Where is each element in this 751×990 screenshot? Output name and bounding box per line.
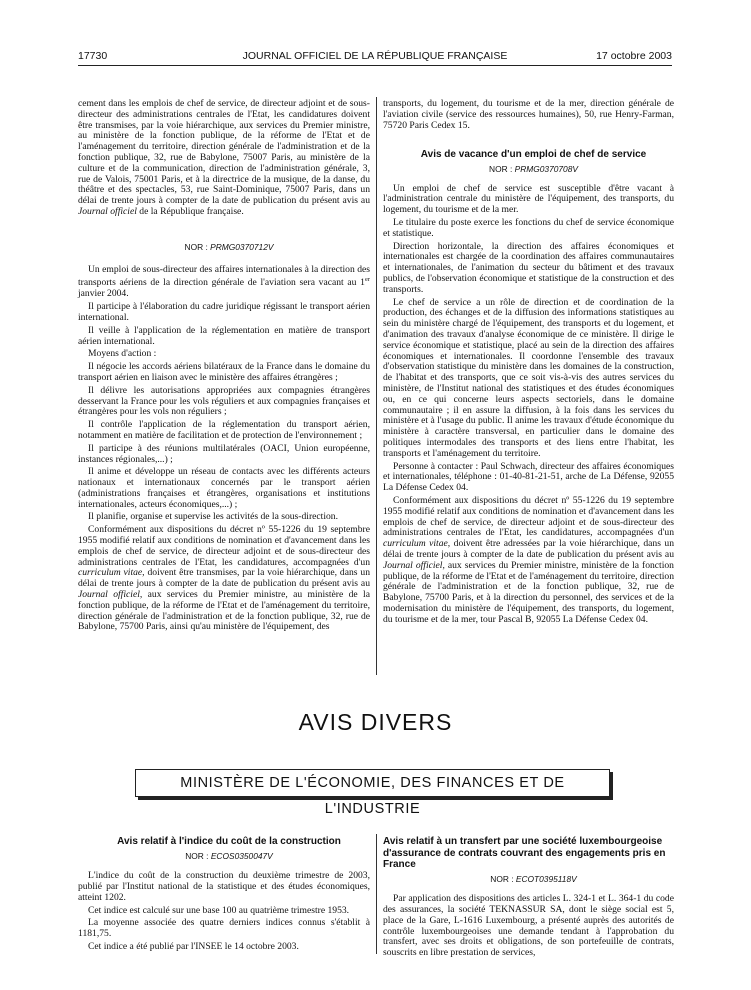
bottom-left-column — [78, 836, 370, 955]
paragraph: Il négocie les accords aériens bilatéraux de la France dans le domaine du transport aérien en liaison avec le ministère des affaires étrangères ; — [78, 361, 370, 383]
notice-heading: Avis relatif à l'indice du coût de la construction — [117, 836, 341, 847]
paragraph: Il anime et développe un réseau de contacts avec les différents acteurs nationaux et internationaux concernés par le transport aérien (administrations françaises et étrangères, organisations et institutions internationales, acteurs économiques,...) ; — [78, 466, 370, 510]
paragraph: Un emploi de sous-directeur des affaires internationales à la direction des transports aériens de la direction générale de l'aviation sera vacant au 1er janvier 2004. — [78, 263, 370, 300]
paragraph: Cet indice est calculé sur une base 100 au quatrième trimestre 1953. — [88, 904, 350, 916]
ministry-banner: MINISTÈRE DE L'ÉCONOMIE, DES FINANCES ET DE L'INDUSTRIE — [135, 769, 610, 797]
column-divider — [376, 97, 377, 675]
paragraph: Le chef de service a un rôle de direction et de coordination de la production, des échanges et de la diffusion des informations statistiques au sein du ministère chargé de l'équipement, des transports et du logement, et d'animation des travaux d'analyse économique de ce ministère. Il dirige le service économique et statistique, placé au sein de la direction des affaires économiques et internationales. Il coordonne l'ensemble des travaux d'observation statistique du ministère dans les domaines de la construction, de l'habitat et des transports, que ce soit vis-à-vis des autres services du ministère, de l'Institut national des statistiques et des études économiques ou, en ce qui concerne leurs aspects sectoriels, dans le domaine communautaire ; il en assure la diffusion, à la fois dans les services du ministère et à l'usage du public. Il anime les travaux d'étude économique du ministère à caractère transversal, en particulier dans le domaine des politiques intermodales des transports et des liens entre l'habitat, les transports et l'aménagement du territoire. — [383, 296, 674, 459]
paragraph: Il contrôle l'application de la réglementation du transport aérien, notamment en matière de facilitation et de protection de l'environnement ; — [78, 419, 370, 441]
header-rule — [78, 65, 672, 66]
paragraph: Il participe à l'élaboration du cadre juridique régissant le transport aérien international. — [78, 301, 370, 323]
page-number: 17730 — [78, 50, 108, 62]
notice-heading: Avis de vacance d'un emploi de chef de service — [420, 149, 647, 161]
paragraph: L'indice du coût de la construction du deuxième trimestre de 2003, publié par l'Institut national de la statistique et des études économiques, atteint 1202. — [78, 870, 370, 903]
paragraph: Il planifie, organise et supervise les activités de la sous-direction. — [88, 511, 338, 523]
nor-reference: NOR : PRMG0370708V — [489, 163, 578, 174]
paragraph: Personne à contacter : Paul Schwach, directeur des affaires économiques et internationales, téléphone : 01-40-81-21-51, arche de La Défense, 92055 La Défense Cedex 04. — [383, 460, 674, 494]
paragraph: Par application des dispositions des articles L. 324-1 et L. 364-1 du code des assurances, la société TEKNASSUR SA, dont le siège social est 5, place de la Gare, L-1616 Luxembourg, a présenté auprès des autorités de contrôle luxembourgeoises une demande tendant à l'approbation du transfert, avec ses droits et obligations, de son portefeuille de contrats, souscrits en libre prestation de services, — [383, 893, 674, 959]
bottom-right-column — [383, 836, 674, 961]
paragraph: Il veille à l'application de la réglementation en matière de transport aérien international. — [78, 324, 370, 347]
paragraph: Le titulaire du poste exerce les fonctions du chef de service économique et statistique. — [383, 217, 674, 239]
journal-title: JOURNAL OFFICIEL DE LA RÉPUBLIQUE FRANÇAISE — [242, 50, 508, 62]
issue-date: 17 octobre 2003 — [596, 50, 672, 62]
column-divider — [376, 834, 377, 954]
paragraph: Conformément aux dispositions du décret nº 55-1226 du 19 septembre 1955 modifié relatif aux conditions de nomination et d'avancement dans les emplois de chef de service, de directeur adjoint et de sous-directeur des administrations centrales de l'Etat, les candidatures, accompagnées d'un curriculum vitae, doivent être adressées par la voie hiérarchique, dans un délai de trente jours à compter de la date de publication du présent avis au Journal officiel, aux services du Premier ministre, ministère de la fonction publique, de la réforme de l'Etat et de l'aménagement du territoire, direction générale de l'administration et de la fonction publique, 32, rue de Babylone, 75700 Paris, et à la direction du personnel, des services et de la modernisation du ministère de l'équipement, des transports, du logement, du tourisme et de la mer, tour Pascal B, 92055 La Défense Cedex 04. — [383, 495, 675, 625]
paragraph: Conformément aux dispositions du décret nº 55-1226 du 19 septembre 1955 modifié relatif aux conditions de nomination et d'avancement dans les emplois de chef de service, de directeur adjoint et de sous-directeur des administrations centrales de l'Etat, les candidatures, accompagnées d'un curriculum vitae, doivent être transmises, par la voie hiérarchique, dans un délai de trente jours à compter de la date de publication du présent avis au Journal officiel, aux services du Premier ministre, au ministère de la fonction publique, de la réforme de l'Etat et de l'aménagement du territoire, direction générale de l'administration et de la fonction publique, 32, rue de Babylone, 75700 Paris, ainsi qu'au ministère de l'équipement, des — [78, 524, 370, 633]
page-header — [78, 50, 672, 64]
paragraph: transports, du logement, du tourisme et de la mer, direction générale de l'aviation civile (service des ressources humaines), 50, rue Henry-Farman, 75720 Paris Cedex 15. — [383, 98, 674, 131]
nor-reference: NOR : ECOS0350047V — [185, 850, 273, 861]
paragraph: Moyens d'action : — [88, 348, 157, 360]
paragraph: Un emploi de chef de service est susceptible d'être vacant à l'administration centrale du ministère de l'équipement, des transports, du logement, du tourisme et de la mer. — [383, 182, 674, 216]
paragraph: La moyenne associée des quatre derniers indices connus s'établit à 1181,75. — [78, 917, 370, 940]
paragraph: Direction horizontale, la direction des affaires économiques et internationales est chargée de la coordination des affaires communautaires et internationales, de l'animation du secteur du bâtiment et des travaux publics, de l'observation économique et statistique de la construction et des transports. — [383, 240, 674, 295]
nor-reference: NOR : ECOT0395118V — [490, 873, 577, 884]
right-column — [383, 99, 674, 628]
paragraph: Il délivre les autorisations appropriées aux compagnies étrangères desservant la France pour les vols réguliers et aux compagnies françaises et étrangères pour les vols non réguliers ; — [78, 384, 370, 418]
left-column — [78, 99, 370, 635]
notice-heading: Avis relatif à un transfert par une société luxembourgeoise d'assurance de contrats couvrant des engagements pris en France — [383, 836, 666, 870]
paragraph: cement dans les emplois de chef de service, de directeur adjoint et de sous-directeur des administrations centrales de l'Etat, les candidatures doivent être transmises, par la voie hiérarchique, aux services du Premier ministre, au ministère de la fonction publique, de la réforme de l'Etat et de l'aménagement du territoire, direction générale de l'administration et de la fonction publique, 32, rue de Babylone, 75007 Paris, au ministère de la culture et de la communication, direction de l'administration générale, 3, rue de Valois, 75001 Paris, et à la directrice de la musique, de la danse, du théâtre et des spectacles, 53, rue Saint-Dominique, 75007 Paris, dans un délai de trente jours à compter de la date de publication du présent avis au Journal officiel de la République française. — [78, 98, 370, 217]
section-title: AVIS DIVERS — [298, 709, 453, 735]
paragraph: Cet indice a été publié par l'INSEE le 14 octobre 2003. — [88, 941, 299, 953]
paragraph: Il participe à des réunions multilatérales (OACI, Union européenne, instances régionales,...) ; — [78, 442, 370, 465]
nor-reference: NOR : PRMG0370712V — [184, 241, 274, 252]
